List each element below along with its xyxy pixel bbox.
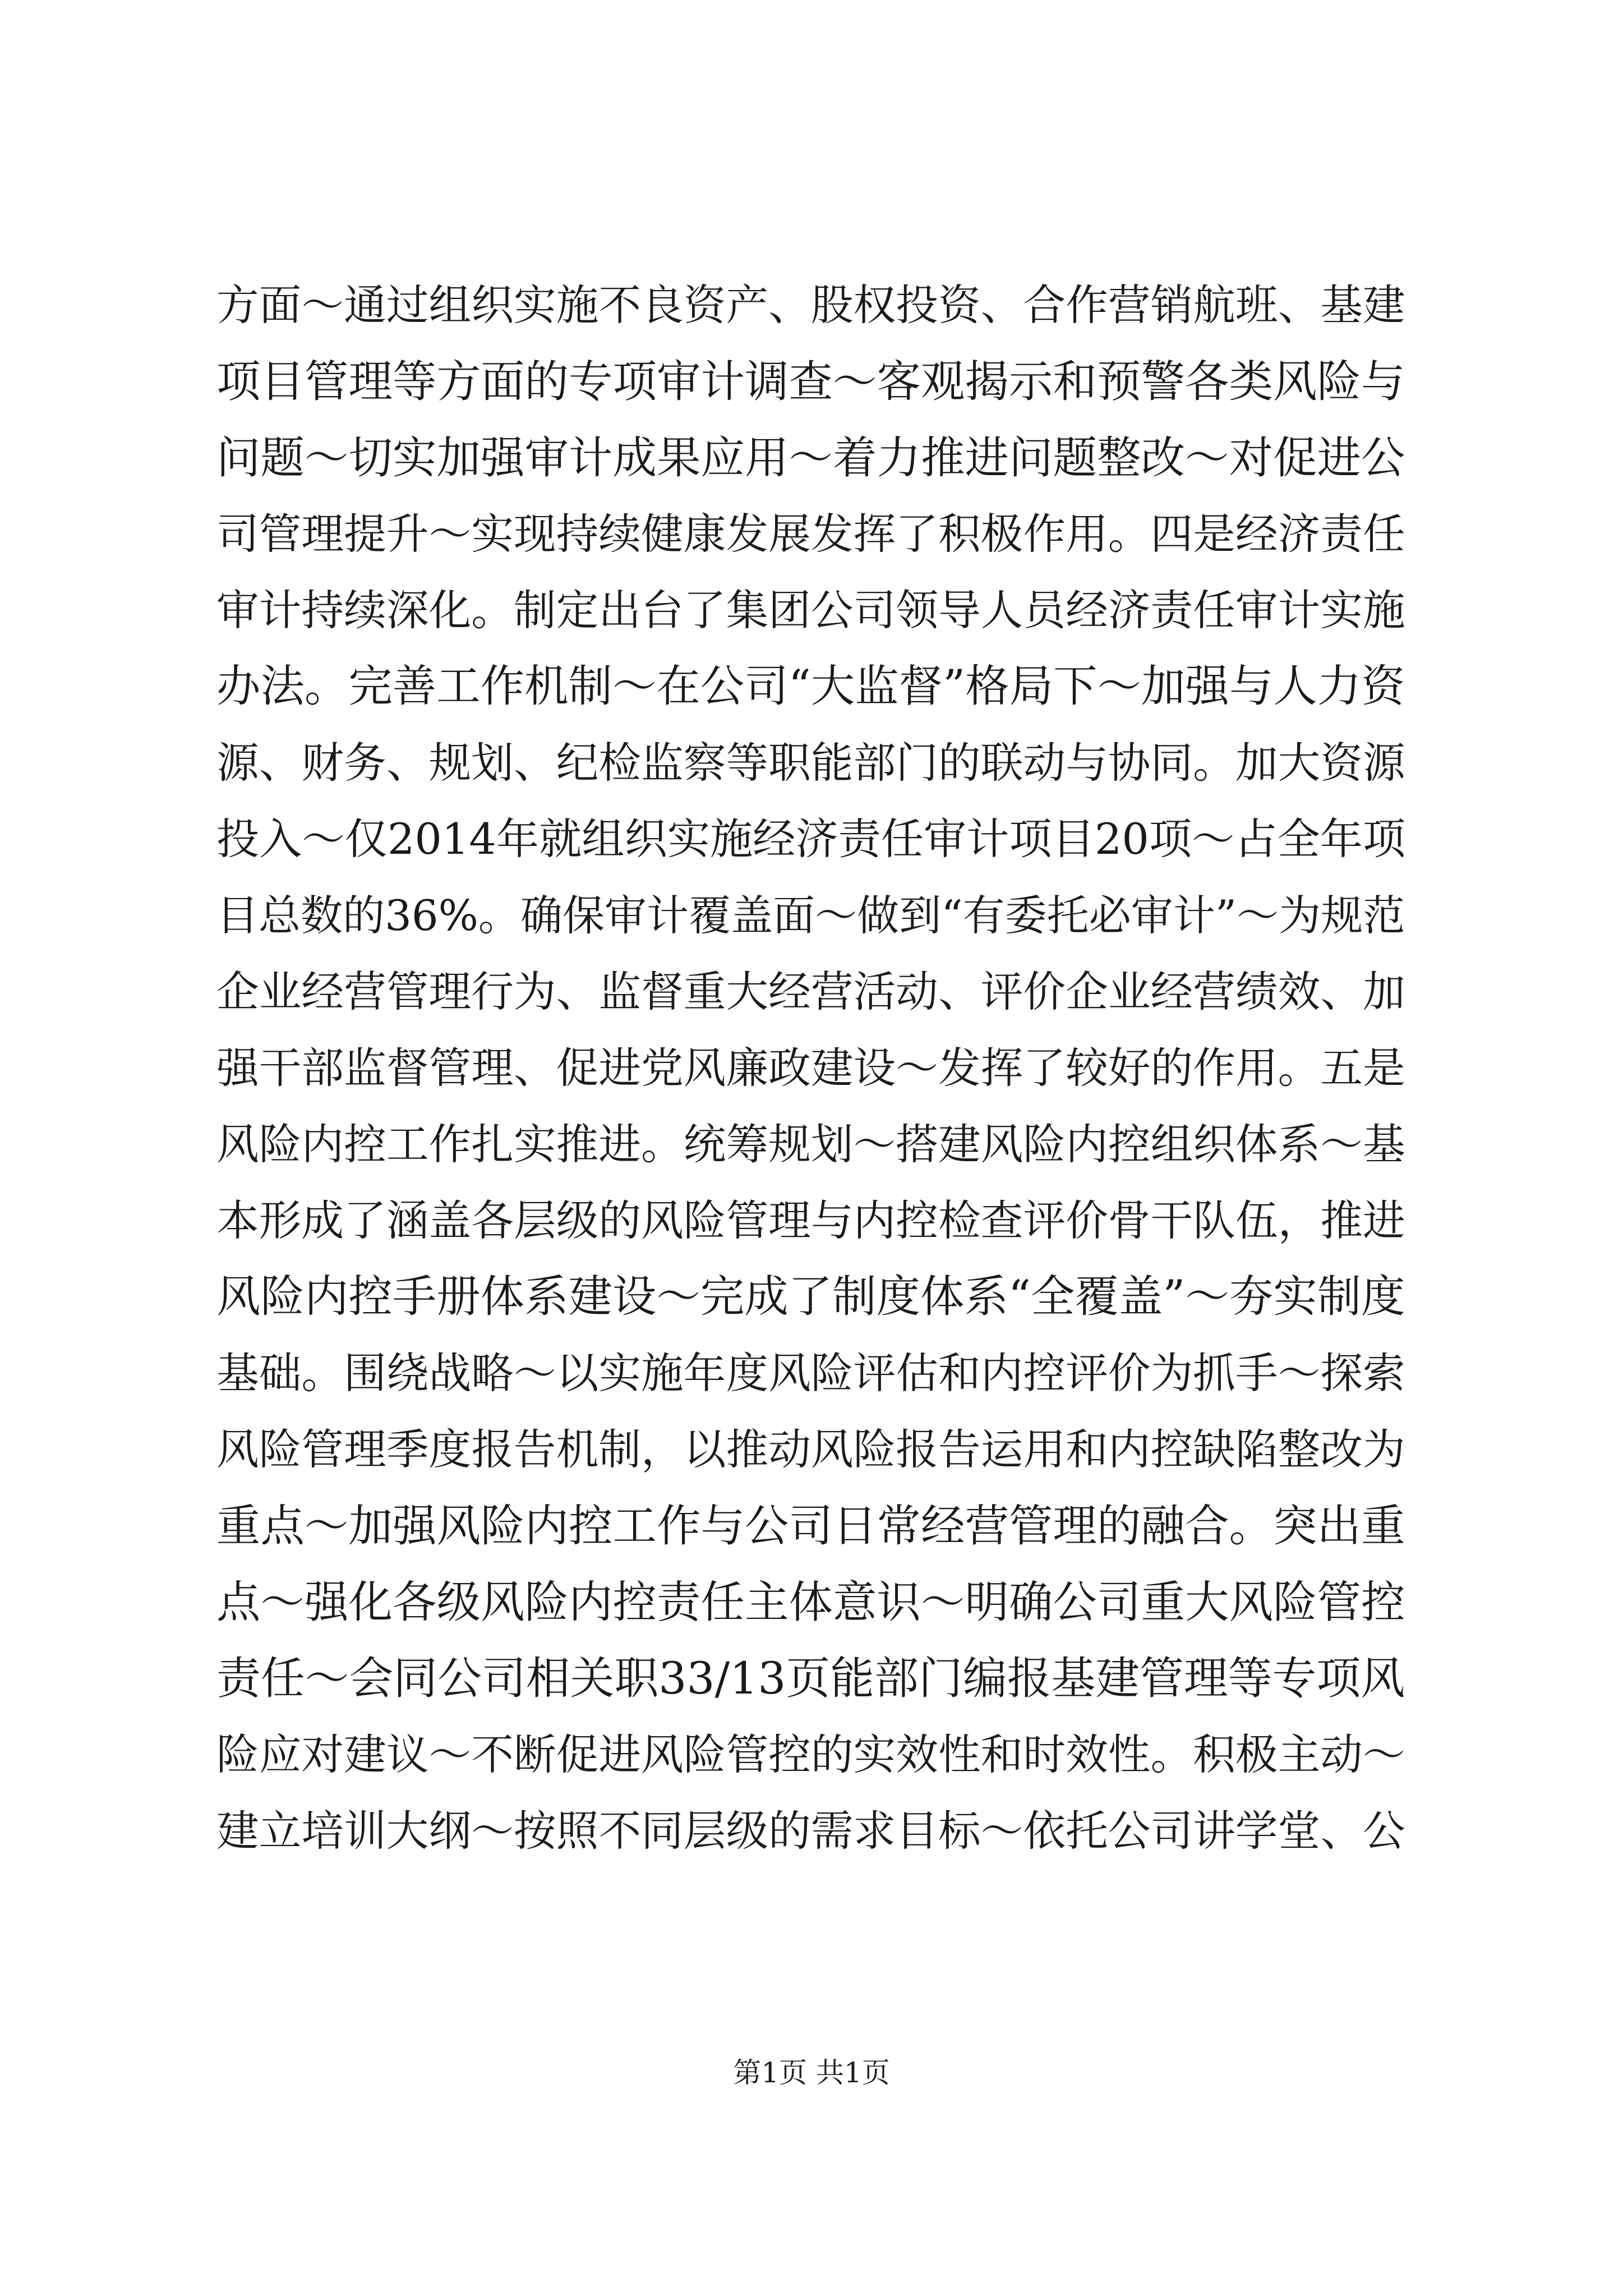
text-line: 点～强化各级风险内控责任主体意识～明确公司重大风险管控 bbox=[216, 1576, 1405, 1628]
text-line: 风险内控工作扎实推进。统筹规划～搭建风险内控组织体系～基 bbox=[216, 1120, 1405, 1169]
text-line: 本形成了涵盖各层级的风险管理与内控检查评价骨干队伍，推进 bbox=[216, 1196, 1405, 1245]
text-line: 源、财务、规划、纪检监察等职能部门的联动与协同。加大资源 bbox=[216, 738, 1405, 788]
text-line: 风险管理季度报告机制，以推动风险报告运用和内控缺陷整改为 bbox=[216, 1425, 1405, 1474]
text-line: 责任～会同公司相关职33/13页能部门编报基建管理等专项风 bbox=[216, 1653, 1405, 1704]
text-line: 司管理提升～实现持续健康发展发挥了积极作用。四是经济责任 bbox=[216, 509, 1405, 559]
text-line: 企业经营管理行为、监督重大经营活动、评价企业经营绩效、加 bbox=[216, 967, 1405, 1016]
text-line: 强干部监督管理、促进党风廉政建设～发挥了较好的作用。五是 bbox=[216, 1043, 1405, 1093]
text-line: 投入～仅2014年就组织实施经济责任审计项目20项～占全年项 bbox=[216, 814, 1406, 864]
text-line: 险应对建议～不断促进风险管控的实效性和时效性。积极主动～ bbox=[216, 1730, 1405, 1779]
page-footer bbox=[0, 2053, 1623, 2092]
text-line: 问题～切实加强审计成果应用～着力推进问题整改～对促进公 bbox=[216, 432, 1405, 484]
body-text bbox=[216, 267, 1422, 1869]
text-line: 风险内控手册体系建设～完成了制度体系“全覆盖”～夯实制度 bbox=[216, 1271, 1405, 1322]
text-line: 审计持续深化。制定出台了集团公司领导人员经济责任审计实施 bbox=[216, 586, 1405, 635]
text-line: 方面～通过组织实施不良资产、股权投资、合作营销航班、基建 bbox=[216, 280, 1405, 330]
text-line: 办法。完善工作机制～在公司“大监督”格局下～加强与人力资 bbox=[216, 661, 1405, 712]
text-line: 基础。围绕战略～以实施年度风险评估和内控评价为抓手～探索 bbox=[216, 1349, 1405, 1398]
text-line: 建立培训大纲～按照不同层级的需求目标～依托公司讲学堂、公 bbox=[216, 1806, 1405, 1856]
text-line: 重点～加强风险内控工作与公司日常经营管理的融合。突出重 bbox=[216, 1500, 1405, 1552]
text-line: 目总数的36%。确保审计覆盖面～做到“有委托必审计”～为规范 bbox=[216, 891, 1405, 940]
page-number: 第1页 共1页 bbox=[733, 2056, 890, 2089]
text-line: 项目管理等方面的专项审计调查～客观揭示和预警各类风险与 bbox=[216, 356, 1405, 407]
